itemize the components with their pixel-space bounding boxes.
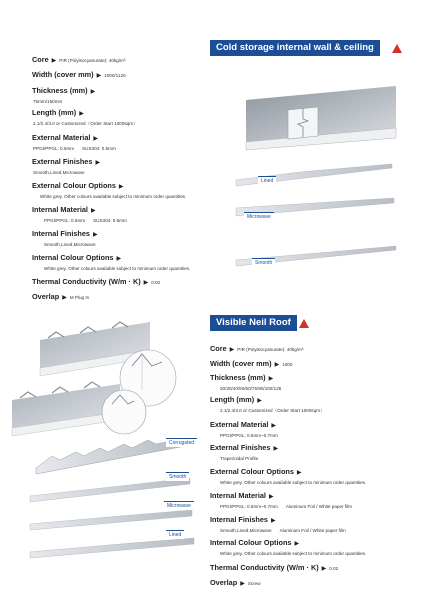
arrow-right-icon: ▶: [93, 136, 99, 142]
spec-label: Thermal Conductivity (W/m · K): [210, 563, 319, 572]
section-title-banner: Visible Neil Roof: [210, 315, 297, 331]
spec-sub-text: Aluminum Foil / White paper film: [279, 528, 346, 533]
spec-label: Overlap: [210, 578, 238, 587]
spec-value: Screw: [247, 581, 261, 586]
spec-sub-text: PPGI/PPGL: 0.6mm~0.7mm: [220, 433, 278, 438]
arrow-right-icon: ▶: [321, 566, 327, 572]
spec-value: 0.02: [151, 280, 161, 285]
spec-sub-text: SUS304: 0.5mm: [82, 146, 116, 151]
spec-label: Width (cover mm): [210, 359, 272, 368]
spec-sub-text: 2.1/2.4/3.0 or Customized（Order Start 1000sqm）: [220, 408, 325, 413]
roof-panel-image: [0, 300, 425, 600]
spec-label: Length (mm): [32, 108, 77, 117]
spec-sub-text: Trapezoidal Profile: [220, 456, 259, 461]
arrow-right-icon: ▶: [62, 295, 67, 301]
spec-value: PIR (Polyisocyanurate): 40kg/m³: [237, 347, 304, 352]
spec-sub-text: Smooth,Lined,Microwave: [220, 528, 272, 533]
spec-label: Thickness (mm): [32, 86, 88, 95]
spec-sub-text: PPGI/PPGL: 0.6mm~0.7mm: [220, 504, 278, 509]
spec-value: 1000/1120: [104, 73, 126, 78]
arrow-right-icon: ▶: [273, 446, 279, 452]
arrow-right-icon: ▶: [257, 398, 262, 404]
spec-label: Internal Colour Options: [210, 538, 292, 547]
finish-tag-microwave: Microwave: [244, 212, 274, 221]
spec-label: Core: [210, 344, 227, 353]
section-title-banner: Cold storage internal wall & ceiling: [210, 40, 380, 56]
arrow-right-icon: ▶: [92, 232, 98, 238]
finish-tag-corrugated: Corrugated: [166, 438, 197, 447]
arrow-right-icon: ▶: [296, 470, 302, 476]
spec-value: M Plug In: [69, 295, 90, 300]
arrow-right-icon: ▶: [143, 280, 149, 286]
spec-label: External Colour Options: [210, 467, 294, 476]
spec-sub-text: 75mm/150mm: [33, 99, 63, 104]
spec-label: External Finishes: [32, 157, 93, 166]
spec-sub-text: White grey. Other colours available subject to minimum order quantities.: [220, 551, 367, 556]
arrow-right-icon: ▶: [90, 89, 96, 95]
finish-tag-smooth: Smooth: [252, 258, 275, 267]
spec-sub-text: Smooth,Lined,Microwave: [44, 242, 96, 247]
finish-tag-lined: Lined: [258, 176, 276, 185]
spec-label: Core: [32, 55, 49, 64]
spec-sub-text: SUS304: 0.5mm: [93, 218, 127, 223]
spec-sub-text: White grey. Other colours available subject to minimum order quantities.: [220, 480, 367, 485]
spec-label: Length (mm): [210, 395, 255, 404]
spec-label: Overlap: [32, 292, 60, 301]
arrow-right-icon: ▶: [294, 541, 300, 547]
spec-label: External Material: [32, 133, 91, 142]
spec-label: Internal Colour Options: [32, 253, 114, 262]
arrow-right-icon: ▶: [268, 376, 274, 382]
spec-label: External Finishes: [210, 443, 271, 452]
finish-tag-lined: Lined: [166, 530, 184, 539]
arrow-right-icon: ▶: [270, 518, 276, 524]
spec-value: 0.02: [329, 566, 339, 571]
arrow-right-icon: ▶: [274, 362, 280, 368]
arrow-right-icon: ▶: [118, 184, 124, 190]
spec-sub-text: PPGI/PPGL: 0.6mm: [33, 146, 75, 151]
spec-sub-text: White grey. Other colours available subject to minimum order quantities.: [40, 194, 187, 199]
spec-sub-text: Smooth,Lined,Microwave: [33, 170, 85, 175]
spec-value: PIR (Polyisocyanurate): 40kg/m³: [59, 58, 126, 63]
arrow-right-icon: ▶: [268, 494, 274, 500]
finish-tag-microwave: Microwave: [164, 501, 194, 510]
arrow-right-icon: ▶: [90, 208, 96, 214]
arrow-right-icon: ▶: [96, 73, 102, 79]
spec-value: 1000: [282, 362, 293, 367]
spec-sub-text: 2.1/2.4/3.0 or Customized（Order Start 1000sqm）: [33, 121, 138, 126]
arrow-right-icon: ▶: [51, 58, 57, 64]
arrow-right-icon: ▶: [271, 423, 277, 429]
spec-label: External Colour Options: [32, 181, 116, 190]
spec-label: Width (cover mm): [32, 70, 94, 79]
spec-sub-text: PPGI/PPGL: 0.6mm: [44, 218, 86, 223]
spec-label: Internal Material: [210, 491, 266, 500]
spec-label: Internal Finishes: [32, 229, 90, 238]
arrow-right-icon: ▶: [79, 111, 84, 117]
spec-label: Internal Material: [32, 205, 88, 214]
roof-panel-section: [0, 300, 425, 600]
spec-sub-text: White grey. Other colours available subject to minimum order quantities.: [44, 266, 191, 271]
finish-tag-smooth: Smooth: [166, 472, 189, 481]
spec-label: Internal Finishes: [210, 515, 268, 524]
spec-sub-text: Aluminum Foil / White paper film: [285, 504, 352, 509]
spec-label: External Material: [210, 420, 269, 429]
arrow-right-icon: ▶: [240, 581, 245, 587]
spec-label: Thermal Conductivity (W/m · K): [32, 277, 141, 286]
arrow-right-icon: ▶: [116, 256, 122, 262]
spec-sub-text: 20/30/40/50/60/75/80/100/125: [220, 386, 282, 391]
arrow-right-icon: ▶: [95, 160, 101, 166]
arrow-right-icon: ▶: [229, 347, 235, 353]
spec-label: Thickness (mm): [210, 373, 266, 382]
